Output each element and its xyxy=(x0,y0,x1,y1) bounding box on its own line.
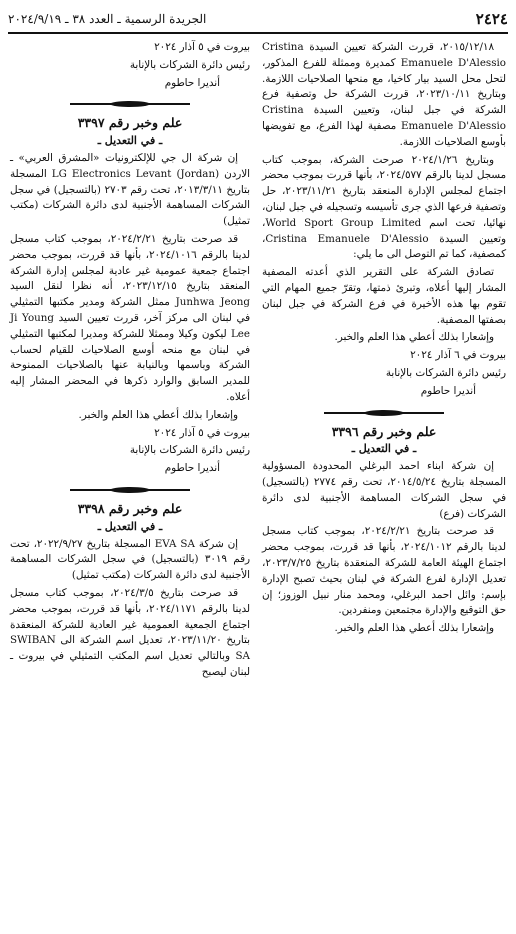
page-header xyxy=(8,8,508,30)
page-number: ٢٤٢٤ xyxy=(475,10,508,28)
paragraph: وإشعارا بذلك أعطي هذا العلم والخبر. xyxy=(334,622,494,635)
paragraph: قد صرحت بتاريخ ٢٠٢٤/٣/٥، بموجب كتاب مسجل لدينا بالرقم ٢٠٢٤/١١٧١، بأنها قد قررت، بموجب محضر اجتماع الجمعية العمومية غير العادية للشركة المنعقدة بتاريخ ٢٠٢٣/١١/٢٠، تعديل اسم الشركة الى SWIBAN SA وبالتالي تعديل اسم المكتب التمثيلي في بيروت ـ لبنان ليصبح xyxy=(10,586,251,678)
notice-subtitle: ـ في التعديل ـ xyxy=(97,519,163,533)
right-column xyxy=(262,40,506,639)
paragraph: وإشعارا بذلك أعطي هذا العلم والخبر. xyxy=(78,408,238,421)
notice-title: علم وخبر رقم ٣٣٩٨ xyxy=(77,500,183,516)
paragraph: قد صرحت بتاريخ ٢٠٢٤/٢/٢١، بموجب كتاب مسجل لدينا بالرقم ٢٠٢٤/١٠١٦، بأنها قد قررت، بموجب محضر اجتماع جمعية عمومية غير عادية لمجلس إدارة الشركة المنعقد بتاريخ ٢٠٢٣/١٢/١٥، أنه نظرا لنقل السيد Junhwa Jeong ممثل الشركة ومدير مكتبها التمثيلي في لبنان الى مركز آخر، قررت تعيين السيد Ji Young Lee ليكون وكيلا وممثلا للشركة ومديرا لمكتبها التمثيلي في لبنان مع منحه أوسع الصلاحيات للقيام لحساب الشركة وباسمها وبالنيابة عنها بالصلاحيات الممنوحة للمدير السابق والوارد ذكرها في المحضر المشار إليه أعلاه. xyxy=(10,232,251,403)
date-line: بيروت في ٥ آذار ٢٠٢٤ xyxy=(154,41,250,53)
paragraph: وإشعارا بذلك أعطي هذا العلم والخبر. xyxy=(334,331,494,344)
signatory-role: رئيس دائرة الشركات بالإنابة xyxy=(129,444,250,457)
signatory-role: رئيس دائرة الشركات بالإنابة xyxy=(129,58,250,71)
paragraph: ٢٠١٥/١٢/١٨، قررت الشركة تعيين السيدة Cristina Emanuele D'Alessio كمديرة وممثلة للفرع المذكور، لتحل محل السيد بيار كاخيا، مع منحها الصلاحيات اللازمة. وبتاريخ ٢٠٢٣/١٠/١١، قررت الشركة حل وتصفية فرع الشركة في جبل لبنان، وتعيين السيدة Cristina Emanuele D'Alessio مصفية لهذا الفرع، مع تفويضها بأوسع الصلاحيات اللازمة. xyxy=(262,41,507,148)
left-column xyxy=(10,40,250,683)
section-divider xyxy=(262,406,506,420)
paragraph: إن شركة EVA SA المسجلة بتاريخ ٢٠٢٢/٩/٢٧، تحت رقم ٣٠١٩ (بالتسجيل) في سجل الشركات المساهمة الأجنبية لدى دائرة الشركات (مكتب تمثيل) xyxy=(10,537,250,582)
signatory-name: أنديرا حاطوم xyxy=(164,76,220,89)
header-rule xyxy=(8,32,508,34)
paragraph: وبتاريخ ٢٠٢٤/١/٢٦ صرحت الشركة، بموجب كتاب مسجل لدينا بالرقم ٢٠٢٤/٥٧٧، بأنها قررت بموجب محضر اجتماع لمجلس الإدارة المنعقد بتاريخ ٢٠٢٣/١١/٢١، حل وتصفية فرعها الذي جرى تأسيسه وتسجيله في جبل لبنان، نهائيا، تحت اسم World Sport Group Limited، وتعيين السيدة Cristina Emanuele D'Alessio، كمصفية، كما تم التوصل الى ما يلي: xyxy=(262,153,506,261)
signatory-name: أنديرا حاطوم xyxy=(164,462,220,475)
section-divider xyxy=(10,483,250,497)
signatory-role: رئيس دائرة الشركات بالإنابة xyxy=(385,366,506,379)
notice-subtitle: ـ في التعديل ـ xyxy=(351,442,417,456)
notice-title: علم وخبر رقم ٣٣٩٦ xyxy=(331,423,437,439)
section-divider xyxy=(10,97,250,111)
date-line: بيروت في ٦ آذار ٢٠٢٤ xyxy=(410,349,506,362)
signatory-name: أنديرا حاطوم xyxy=(420,384,476,397)
paragraph: إن شركة ابناء احمد البرغلي المحدودة المسؤولية المسجلة بتاريخ ٢٠١٤/٥/٢٤، تحت رقم ٢٧٧٤ (بالتسجيل) في سجل الشركات المساهمة الأجنبية لدى دائرة الشركات (فرع) xyxy=(262,460,507,520)
paragraph: تصادق الشركة على التقرير الذي أعدته المصفية المشار إليها أعلاه، وتبرئ ذمتها، وتقرّ جميع المهام التي تقوم بها هذه الأخيرة في فرع الشركة في جبل لبنان بصفتها المصفية. xyxy=(262,266,506,326)
date-line: بيروت في ٥ آذار ٢٠٢٤ xyxy=(154,426,250,439)
paragraph: قد صرحت بتاريخ ٢٠٢٤/٢/٢١، بموجب كتاب مسجل لدينا بالرقم ٢٠٢٤/١٠١٢، بأنها قد قررت، بموجب محضر اجتماع الهيئة العامة للشركة المنعقدة بتاريخ ٢٠٢٣/٧/٢٥، تعديل الإدارة لفرع الشركة في لبنان بحيث تصبح الإدارة بإسم: وائل احمد البرغلي، ومحمد منار نبيل الوزوز؛ إن حق التوقيع والإدارة مجتمعين ومنفردين. xyxy=(262,525,507,617)
gazette-title: الجريدة الرسمية ـ العدد ٣٨ ـ ٢٠٢٤/٩/١٩ xyxy=(8,12,207,26)
notice-title: علم وخبر رقم ٣٣٩٧ xyxy=(77,115,183,131)
notice-subtitle: ـ في التعديل ـ xyxy=(97,134,163,148)
paragraph: إن شركة ال جي للإلكترونيات «المشرق العربي» ـ الاردن LG Electronics Levant (Jordan) المسجلة بتاريخ ٢٠١٣/٣/١١، تحت رقم ٢٧٠٣ (بالتسجيل) في سجل الشركات المساهمة الأجنبية لدى دائرة الشركات (مكتب تمثيل) xyxy=(10,151,250,228)
